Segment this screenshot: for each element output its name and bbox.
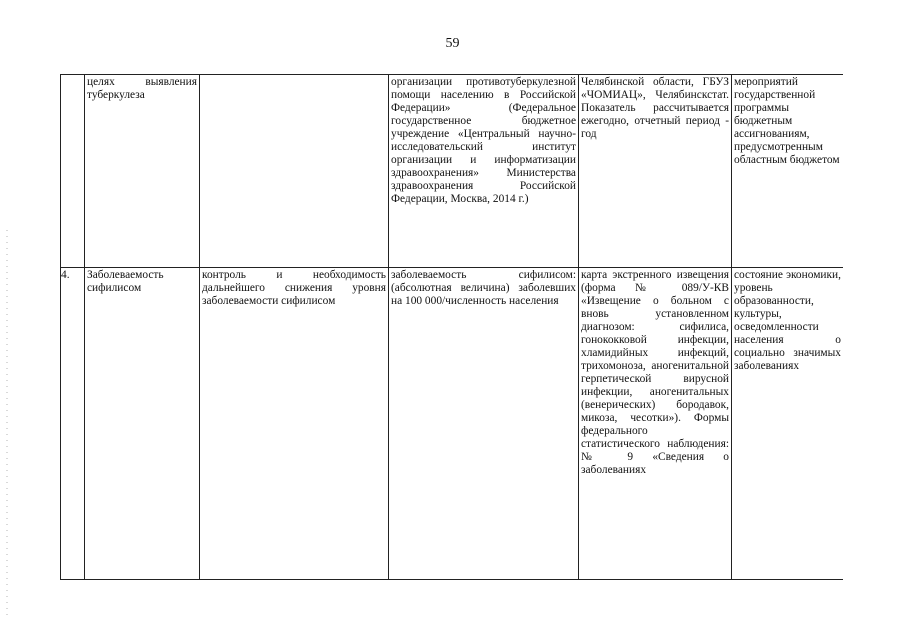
method-cell: контроль и необходимость дальнейшего снижения уровня заболеваемости сифилисом (200, 268, 389, 580)
indicator-table (60, 74, 843, 580)
row-number-cell: 4. (61, 268, 85, 580)
indicator-name-cell: Заболеваемость сифилисом (85, 268, 200, 580)
table-row (61, 75, 844, 268)
factors-cell: состояние экономики, уровень образованности, культуры, осведомленности населения о социально значимых заболеваниях (732, 268, 844, 580)
scan-edge-marks (6, 230, 8, 620)
table-row (61, 268, 844, 580)
indicator-table-grid (60, 74, 843, 580)
page-number: 59 (445, 36, 460, 51)
row-number-cell (61, 75, 85, 268)
indicator-name-cell: целях выявления туберкулеза (85, 75, 200, 268)
method-cell (200, 75, 389, 268)
formula-cell: организации противотуберкулезной помощи населению в Российской Федерации» (Федеральное государственное бюджетное учреждение «Центральный научно-исследовательский институт организации и информатизации здравоохранения» Министерства здравоохранения Российской Федерации, Москва, 2014 г.) (389, 75, 579, 268)
data-source-cell: Челябинской области, ГБУЗ «ЧОМИАЦ», Челябинскстат. Показатель рассчитывается ежегодно, отчетный период - год (579, 75, 732, 268)
data-source-cell: карта экстренного извещения (форма № 089/У-КВ «Извещение о больном с вновь установленном диагнозом: сифилиса, гонококковой инфекции, хламидийных инфекций, трихомоноза, аногенитальной герпетической вирусной инфекции, аногенитальных (венерических) бородавок, микоза, чесотки»). Формы федерального статистического наблюдения: № 9 «Сведения о заболеваниях (579, 268, 732, 580)
formula-cell: заболеваемость сифилисом: (абсолютная величина) заболевших на 100 000/численность населения (389, 268, 579, 580)
factors-cell: мероприятий государственной программы бюджетным ассигнованиям, предусмотренным областным бюджетом (732, 75, 844, 268)
